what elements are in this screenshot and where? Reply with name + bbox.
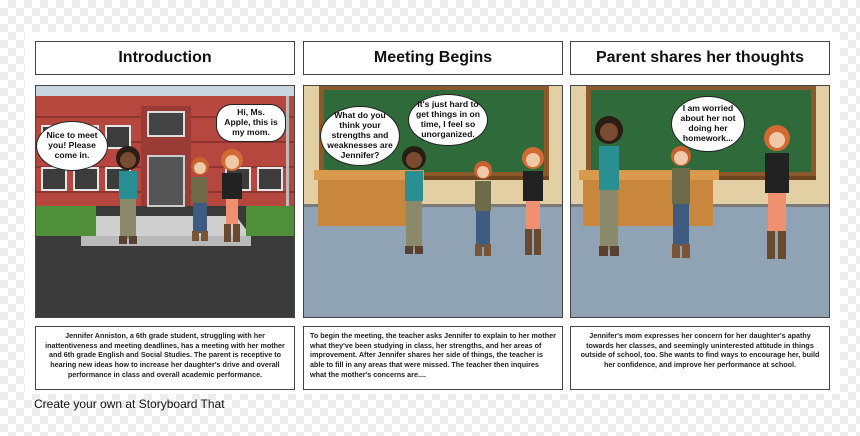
- storyboard: [25, 32, 840, 394]
- speech-bubble-teacher: Nice to meet you! Please come in.: [36, 121, 108, 171]
- speech-bubble-student: It's just hard to get things in on time, I feel so unorganized.: [408, 94, 488, 146]
- panel-1-scene: [35, 85, 295, 318]
- speech-bubble-teacher: What do you think your strengths and weaknesses are Jennifer?: [320, 106, 400, 166]
- panel-3-scene: [570, 85, 830, 318]
- panel-3-title: Parent shares her thoughts: [570, 41, 830, 75]
- student-figure: [191, 157, 209, 241]
- panel-2-title: Meeting Begins: [303, 41, 563, 75]
- storyboard-footer-link[interactable]: Create your own at Storyboard That: [34, 397, 225, 411]
- speech-bubble-student: Hi, Ms. Apple, this is my mom.: [216, 104, 286, 142]
- panel-1-caption: Jennifer Anniston, a 6th grade student, struggling with her inattentiveness and meeting deadlines, has a meeting with her mother and 6th grade English and Social Studies. The parent is receptive to hearing new ideas how to increase her daughter's drive and overall performance in class and overall academic performance.: [35, 326, 295, 390]
- panel-3-caption: Jennifer's mom expresses her concern for her daughter's apathy towards her classes, and seemingly uninterested attitude in things outside of school, too. She wants to find ways to encourage her, build her confidence, and improve her performance at school.: [570, 326, 830, 390]
- panel-2-scene: [303, 85, 563, 318]
- student-figure: [671, 146, 691, 258]
- speech-bubble-mother: I am worried about her not doing her homework...: [671, 96, 745, 152]
- student-figure: [474, 161, 492, 256]
- panel-2-caption: To begin the meeting, the teacher asks Jennifer to explain to her mother what they've been studying in class, her strengths, and her areas of improvement. After Jennifer shares her side of things, the teacher is able to fill in any areas that were missed. The teacher then inquires what the mother's concerns are....: [303, 326, 563, 390]
- panel-1-title: Introduction: [35, 41, 295, 75]
